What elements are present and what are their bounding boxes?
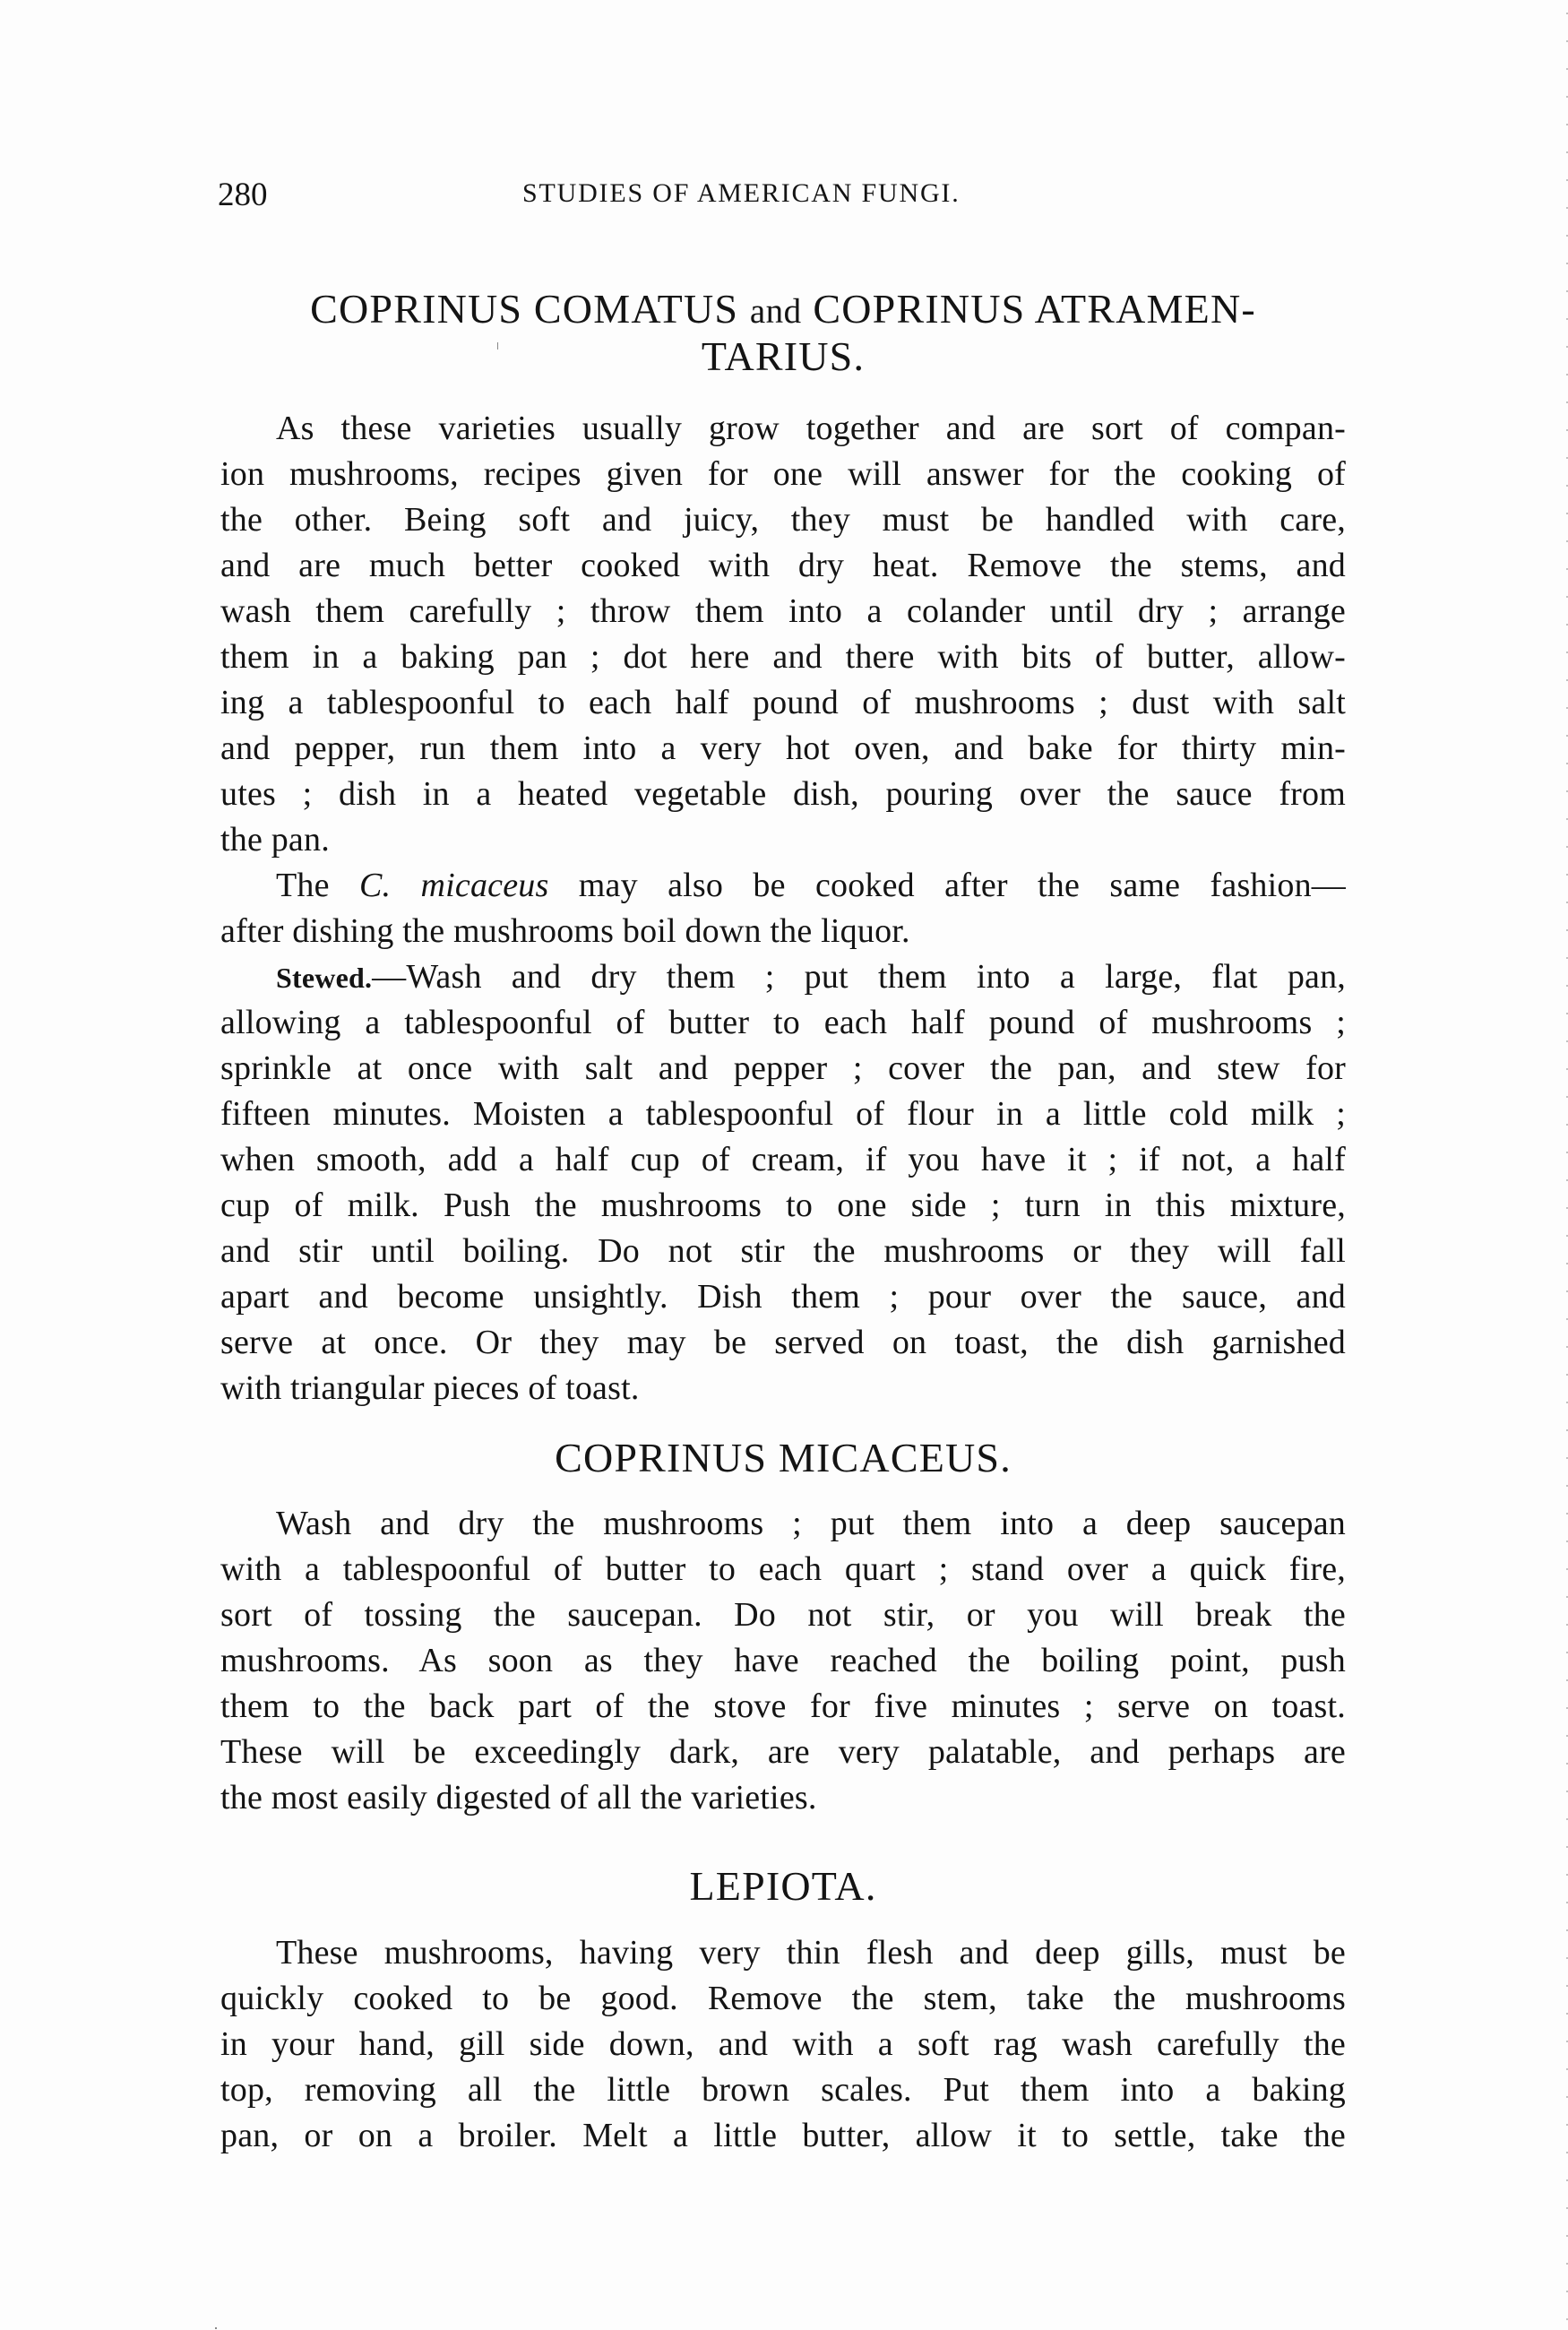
paragraph-line: As these varieties usually grow together and are sort of compan- [276, 410, 1346, 447]
paragraph-line: apart and become unsightly. Dish them ; pour over the sauce, and [220, 1278, 1346, 1316]
paragraph-line: ing a tablespoonful to each half pound of mushrooms ; dust with salt [220, 684, 1346, 721]
paragraph-line: with a tablespoonful of butter to each quart ; stand over a quick fire, [220, 1550, 1346, 1588]
paragraph-line: sprinkle at once with salt and pepper ; cover the pan, and stew for [220, 1049, 1346, 1087]
paragraph-line: fifteen minutes. Moisten a tablespoonful of flour in a little cold milk ; [220, 1095, 1346, 1133]
text: may also be cooked after the same fashion— [548, 867, 1346, 904]
paragraph-line: These mushrooms, having very thin flesh and deep gills, must be [276, 1934, 1346, 1972]
paragraph-line: and stir until boiling. Do not stir the mushrooms or they will fall [220, 1232, 1346, 1270]
paragraph-line: and are much better cooked with dry heat. Remove the stems, and [220, 547, 1346, 584]
paragraph-line: wash them carefully ; throw them into a colander until dry ; arrange [220, 592, 1346, 630]
paragraph-line: in your hand, gill side down, and with a soft rag wash carefully the [220, 2025, 1346, 2063]
paragraph-line: them to the back part of the stove for five minutes ; serve on toast. [220, 1687, 1346, 1725]
species-name-italic: C. micaceus [358, 867, 549, 904]
paragraph-line: them in a baking pan ; dot here and there with bits of butter, allow- [220, 638, 1346, 676]
paragraph-line: utes ; dish in a heated vegetable dish, pouring over the sauce from [220, 775, 1346, 813]
paragraph-line: pan, or on a broiler. Melt a little butter, allow it to settle, take the [220, 2117, 1346, 2154]
section-heading-coprinus-comatus [220, 285, 1346, 332]
text: The [276, 867, 359, 904]
heading-text: COPRINUS ATRAMEN- [801, 286, 1256, 332]
paragraph-line: cup of milk. Push the mushrooms to one side ; turn in this mixture, [220, 1187, 1346, 1224]
paragraph-line: top, removing all the little brown scales. Put them into a baking [220, 2071, 1346, 2109]
paragraph-line [276, 865, 1346, 906]
recipe-label-stewed: Stewed. [276, 962, 373, 994]
paragraph-line: when smooth, add a half cup of cream, if you have it ; if not, a half [220, 1141, 1346, 1178]
running-title: STUDIES OF AMERICAN FUNGI. [522, 178, 961, 208]
section-heading-continuation: TARIUS. [701, 333, 866, 379]
paragraph-line: allowing a tablespoonful of butter to each half pound of mushrooms ; [220, 1004, 1346, 1041]
scan-speck [497, 342, 498, 350]
heading-and: and [749, 292, 802, 331]
paragraph-line: sort of tossing the saucepan. Do not stir, or you will break the [220, 1596, 1346, 1634]
paragraph-line: mushrooms. As soon as they have reached the boiling point, push [220, 1642, 1346, 1679]
paragraph-line [276, 956, 1346, 997]
heading-text: COPRINUS COMATUS [310, 286, 750, 332]
text: —Wash and dry them ; put them into a large, flat pan, [372, 958, 1346, 996]
paragraph-line: and pepper, run them into a very hot oven, and bake for thirty min- [220, 729, 1346, 767]
section-heading-coprinus-micaceus: COPRINUS MICACEUS. [555, 1435, 1012, 1480]
paragraph-line: quickly cooked to be good. Remove the stem, take the mushrooms [220, 1980, 1346, 2017]
scan-speck [215, 2327, 217, 2329]
paragraph-line: serve at once. Or they may be served on toast, the dish garnished [220, 1324, 1346, 1361]
paragraph-line: These will be exceedingly dark, are very palatable, and perhaps are [220, 1733, 1346, 1771]
paragraph-line: the pan. [220, 821, 330, 859]
paragraph-line: the most easily digested of all the varieties. [220, 1779, 817, 1817]
section-heading-lepiota: LEPIOTA. [689, 1863, 877, 1909]
running-head [218, 176, 1348, 220]
paragraph-line: after dishing the mushrooms boil down the liquor. [220, 912, 910, 950]
paragraph-line: the other. Being soft and juicy, they must be handled with care, [220, 501, 1346, 539]
paragraph-line: with triangular pieces of toast. [220, 1369, 640, 1407]
paragraph-line: Wash and dry the mushrooms ; put them into a deep saucepan [276, 1505, 1346, 1542]
page-number: 280 [218, 177, 268, 213]
paragraph-line: ion mushrooms, recipes given for one will answer for the cooking of [220, 455, 1346, 493]
